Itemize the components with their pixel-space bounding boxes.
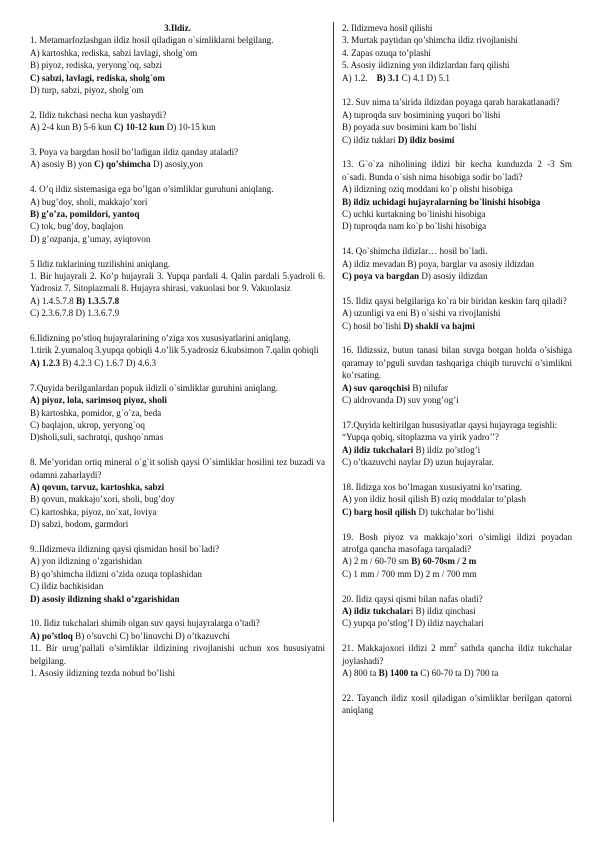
q14-option-cd: C) poya va bargdan D) asosiy ildizdan: [342, 271, 488, 282]
q9-option-c: C) ildiz bachkisidan: [30, 581, 104, 592]
q3-options: A) asosiy B) yon C) qo’shimcha D) asosiy,yon: [30, 159, 203, 170]
q11-item-5: 5. Asosiy ildizning yon ildizlardan farq qilishi: [342, 60, 510, 71]
question-12: 12. Suv nima ta’sirida ildizdan poyaga qarab harakatlanadi?: [342, 97, 560, 108]
question-7: 7.Quyida berilganlardan popuk ildizli o`simliklar guruhini aniqlang.: [30, 382, 279, 393]
q9-option-b: B) qo’shimcha ildizni o’zida ozuqa toplashidan: [30, 568, 202, 579]
question-19: 19. Bosh piyoz va makkajo’xori o’simligi ildizi poyadan atrofga qancha masofaga tarqaladi?: [342, 531, 572, 554]
q13-option-c: C) uchki kurtakning bo`linishi hisobiga: [342, 209, 486, 220]
q17-quote: “Yupqa qobiq, sitoplazma va yirik yadro’’?: [342, 432, 499, 443]
q1-option-a: A) kartoshka, rediska, sabzi lavlagi, sholg`om: [30, 47, 198, 58]
question-4: 4. O’q ildiz sistemasiga ega bo’lgan o’simliklar guruhuni aniqlang.: [30, 184, 274, 195]
q17-option-cd: C) o’tkazuvchi naylar D) uzun hujayralar.: [342, 457, 494, 468]
q7-option-a: A) piyoz, lola, sarimsoq piyoz, sholi: [30, 395, 167, 406]
q14-option-ab: A) ildiz mevadan B) poya, barglar va asosiy ildizdan: [342, 258, 535, 269]
question-14: 14. Qo`shimcha ildizlar… hosil bo`ladi.: [342, 246, 488, 257]
q8-option-c: C) kartoshka, piyoz, no`xat, loviya: [30, 506, 157, 517]
q12-option-cd: C) ildiz tuklari D) ildiz bosimi: [342, 134, 455, 145]
q13-option-b: B) ildiz uchidagi hujayralarning bo`linishi hisobiga: [342, 196, 541, 207]
left-column: [30, 22, 325, 679]
q11-item-4: 4. Zapas ozuqa to’plashi: [342, 47, 431, 58]
question-21: 21. Makkajoxori ildizi 2 $mm^2$ sathda qancha ildiz tukchalar joylashadi?: [342, 643, 572, 666]
q9-option-d: D) asosiy ildizning shakl o’zgarishidan: [30, 593, 180, 604]
question-11: 11. Bir urug’pallali o’simliklar ildizining rivojlanishi uchun xos hususiyatni belgilang.: [30, 643, 325, 666]
q12-option-b: B) poyada suv bosimini kam bo`lishi: [342, 122, 477, 133]
q7-option-c: C) baqlajon, ukrop, yeryong`oq: [30, 419, 145, 430]
question-13: 13. G`o`za niholining ildizi bir kecha kunduzda 2 -3 Sm o`sadi. Bunda o`sish nima hisobiga sodir bo`ladi?: [342, 159, 572, 182]
q19-option-cd: C) 1 mm / 700 mm D) 2 m / 700 mm: [342, 568, 477, 579]
q18-option-ab: A) yon ildiz hosil qilish B) oziq moddalar to’plash: [342, 494, 526, 505]
question-1: 1. Metamarfozlashgan ildiz hosil qiladigan o`simliklarni belgilang.: [30, 35, 274, 46]
q18-option-cd: C) barg hosil qilish D) tukchalar bo’lishi: [342, 506, 495, 517]
q9-option-a: A) yon ildizning o’zgarishidan: [30, 556, 142, 567]
question-5: 5 Ildiz tuklarining tuzilishini aniqlang.: [30, 258, 171, 269]
q11-item-2: 2. Ildizmeva hosil qilishi: [342, 23, 433, 33]
question-22: 22. Tayanch ildiz xosil qiladigan o’simliklar berilgan qatorni aniqlang: [342, 692, 572, 716]
q4-option-a: A) bug’doy, sholi, makkajo’xori: [30, 196, 148, 207]
q20-option-ab: A) ildiz tukchalari B) ildiz qinchasi: [342, 605, 476, 616]
q8-option-a: A) qovun, tarvuz, kartoshka, sabzi: [30, 481, 165, 492]
q10-options: A) po’stloq B) o’suvchi C) bo’linuvchi D) o’tkazuvchi: [30, 630, 230, 641]
question-9: 9..Ildizmeva ildizning qaysi qismidan hosil bo`ladi?: [30, 543, 220, 554]
q5-body: 1. Bir hujayrali 2. Ko’p hujayrali 3. Yupqa pardali 4. Qalin pardali 5.yadroli 6. Yadrosiz 7. Sitoplazmali 8. Hujayra shirasi, vakuolasi bor 9. Vakuolasiz: [30, 271, 325, 294]
q4-option-d: D) g’ozpanja, g’umay, ayiqtovon: [30, 233, 151, 244]
q2-options: A) 2-4 kun B) 5-6 kun C) 10-12 kun D) 10-15 kun: [30, 122, 216, 133]
q16-option-cd: C) aldrovanda D) suv yong’og’i: [342, 395, 459, 406]
q4-option-b: B) g’o’za, pomildori, yantoq: [30, 209, 140, 220]
question-16: 16. Ildizssiz, butun tanasi bilan suvga botgan holda o’sishiga qaramay to’pguli suvdan tashqariga chiqib turuvchi o’simlikni ko’rsating.: [342, 345, 572, 381]
q4-option-c: C) tok, bug’doy, baqlajon: [30, 221, 124, 232]
q1-option-d: D) turp, sabzi, piyoz, sholg`om: [30, 85, 144, 96]
q7-option-d: D)sholi,suli, sachratqi, qushqo`nmas: [30, 432, 164, 443]
q11-options: A) 1.2. B) 3.1 C) 4.1 D) 5.1: [342, 72, 450, 83]
question-18: 18. Ildizga xos bo’lmagan xususiyatni ko’rsating.: [342, 481, 523, 492]
q6-options: A) 1.2.3 B) 4.2.3 C) 1.6.7 D) 4.6.3: [30, 357, 157, 368]
q5-options: A) 1.4.5.7.8 B) 1.3.5.7.8: [30, 295, 120, 306]
q8-option-d: D) sabzi, bodom, garmdori: [30, 519, 129, 530]
q6-body: 1.tirik 2.yumaloq 3.yupqa qobiqli 4.o’lik 5.yadrosiz 6.kubsimon 7.qalin qobiqli: [30, 345, 319, 356]
q12-option-a: A) tuproqda suv bosimining yuqori bo`lishi: [342, 109, 501, 120]
q17-option-ab: A) ildiz tukchalari B) ildiz po’stlog’i: [342, 444, 481, 455]
question-2: 2. Ildiz tukchasi necha kun yashaydi?: [30, 109, 167, 120]
q19-option-ab: A) 2 m / 60-70 sm B) 60-70sm / 2 m: [342, 556, 477, 567]
q1-option-b: B) piyoz, rediska, yeryong`oq, sabzi: [30, 60, 163, 71]
question-6: 6.Ildizning po’stloq hujayralarining o’ziga xos xususiyatlarini aniqlang.: [30, 333, 291, 344]
column-divider: [333, 22, 334, 822]
q20-option-cd: C) yupqa po’stlog’I D) ildiz naychalari: [342, 618, 484, 629]
q5-options-2: C) 2.3.6.7.8 D) 1.3.6.7.9: [30, 308, 120, 319]
question-15: 15. Ildiz qaysi belgilariga ko`ra bir biridan keskin farq qiladi?: [342, 295, 567, 306]
q1-option-c: C) sabzi, lavlagi, rediska, sholg`om: [30, 72, 165, 83]
q7-option-b: B) kartoshka, pomidor, g`o`za, beda: [30, 407, 162, 418]
q13-option-a: A) ildizning oziq moddani ko`p olishi hisobiga: [342, 184, 513, 195]
right-column: [342, 22, 572, 717]
q21-options: A) 800 ta B) 1400 ta C) 60-70 ta D) 700 ta: [342, 667, 499, 678]
question-3: 3. Poya va bargdan hosil bo’ladigan ildiz qanday ataladi?: [30, 147, 239, 158]
question-10: 10. Ildiz tukchalari shimib olgan suv qaysi hujayralarga o’tadi?: [30, 618, 260, 629]
q11-item-1: 1. Asosiy ildizning tezda nobud bo’lishi: [30, 667, 175, 678]
q15-option-ab: A) uzunligi va eni B) o`sishi va rivojlanishi: [342, 308, 501, 319]
section-title: 3.Ildiz.: [164, 23, 191, 33]
q11-item-3: 3. Murtak paytidan qo’shimcha ildiz rivojlanishi: [342, 35, 518, 46]
q15-option-cd: C) hosil bo`lishi D) shakli va hajmi: [342, 320, 475, 331]
q8-option-b: B) qovun, makkajo’xori, sholi, bug’doy: [30, 494, 175, 505]
question-8: 8. Me’yoridan ortiq mineral o`g`it solish qaysi O`simliklar hosilini tez buzadi va odamni zaharlaydi?: [30, 457, 325, 480]
question-17: 17.Quyida keltirilgan hususiyatlar qaysi hujayraga tegishli:: [342, 419, 558, 430]
question-20: 20. Ildiz qaysi qismi bilan nafas oladi?: [342, 593, 483, 604]
q13-option-d: D) tuproqda nam ko`p bo`lishi hisobiga: [342, 221, 487, 232]
q16-option-ab: A) suv qaroqchisi B) nilufar: [342, 382, 448, 393]
